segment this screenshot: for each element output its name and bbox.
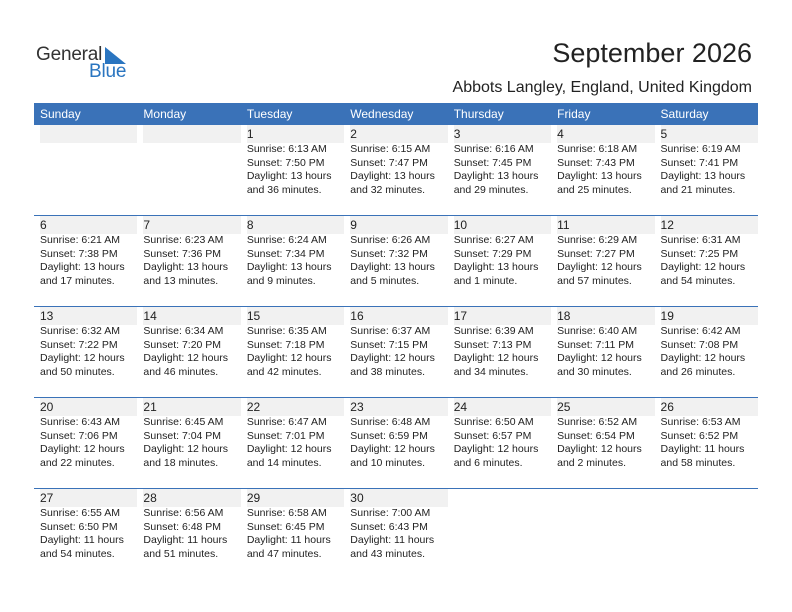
day-sunrise-text: Sunrise: 6:13 AM: [246, 143, 327, 155]
day-daylight-text: Daylight: 13 hours: [660, 170, 746, 183]
day-minutes-text: and 10 minutes.: [350, 456, 425, 469]
day-number: 7: [143, 216, 240, 234]
day-minutes-text: and 34 minutes.: [453, 365, 529, 378]
day-number: 23: [350, 398, 447, 416]
calendar-day-cell: [655, 125, 758, 215]
day-sun-info: [40, 416, 137, 470]
day-sun-info: [454, 143, 551, 197]
day-sunrise-text: Sunrise: 6:42 AM: [660, 325, 741, 337]
page-title: September 2026: [552, 38, 752, 68]
weekday-header: [34, 103, 758, 125]
logo-text-blue: Blue: [89, 61, 127, 82]
location-subtitle: Abbots Langley, England, United Kingdom: [452, 79, 752, 96]
calendar-day-cell: [655, 216, 758, 306]
day-sun-info: [40, 507, 137, 561]
day-sunrise-text: Sunrise: 6:21 AM: [40, 234, 120, 246]
day-daylight-text: Daylight: 13 hours: [453, 170, 539, 183]
calendar-day-cell: [241, 216, 344, 306]
day-number: 4: [557, 125, 654, 143]
day-sunset-text: Sunset: 7:20 PM: [143, 338, 222, 351]
day-minutes-text: and 9 minutes.: [246, 274, 316, 287]
day-minutes-text: and 2 minutes.: [557, 456, 626, 469]
calendar-empty-cell: [655, 489, 758, 579]
day-daylight-text: Daylight: 12 hours: [40, 352, 125, 365]
day-sunrise-text: Sunrise: 6:43 AM: [40, 416, 120, 428]
day-daylight-text: Daylight: 12 hours: [557, 443, 642, 456]
day-daylight-text: Daylight: 12 hours: [453, 352, 539, 365]
weekday-wednesday: Wednesday: [350, 107, 414, 121]
day-daylight-text: Daylight: 12 hours: [660, 261, 746, 274]
day-sunset-text: Sunset: 7:06 PM: [40, 429, 118, 442]
weekday-thursday: Thursday: [453, 107, 504, 121]
day-sun-info: [143, 234, 240, 288]
calendar-day-cell: [448, 216, 551, 306]
calendar-day-cell: [551, 398, 654, 488]
day-sun-info: [40, 234, 137, 288]
day-number: 26: [661, 398, 758, 416]
day-minutes-text: and 21 minutes.: [660, 183, 736, 196]
calendar-empty-cell: [448, 489, 551, 579]
day-daylight-text: Daylight: 13 hours: [40, 261, 125, 274]
day-sun-info: [247, 325, 344, 379]
day-minutes-text: and 57 minutes.: [557, 274, 632, 287]
day-daylight-text: Daylight: 11 hours: [40, 534, 124, 547]
calendar-day-cell: [137, 489, 240, 579]
day-sunset-text: Sunset: 7:43 PM: [557, 156, 635, 169]
day-minutes-text: and 51 minutes.: [143, 547, 219, 560]
day-sun-info: [661, 416, 758, 470]
day-sun-info: [247, 416, 344, 470]
day-number: 21: [143, 398, 240, 416]
logo-text-general: General: [36, 44, 103, 65]
day-number: [557, 489, 654, 507]
day-number: 25: [557, 398, 654, 416]
day-daylight-text: Daylight: 11 hours: [350, 534, 435, 547]
day-daylight-text: Daylight: 13 hours: [143, 261, 229, 274]
calendar-day-cell: [448, 125, 551, 215]
day-number: 20: [40, 398, 137, 416]
day-daylight-text: Daylight: 13 hours: [350, 261, 435, 274]
calendar-week-row: [34, 488, 758, 579]
day-number: [40, 125, 137, 143]
calendar-day-cell: [655, 307, 758, 397]
day-daylight-text: Daylight: 11 hours: [246, 534, 331, 547]
day-minutes-text: and 42 minutes.: [246, 365, 322, 378]
weekday-sunday: Sunday: [40, 107, 81, 121]
day-minutes-text: and 13 minutes.: [143, 274, 219, 287]
day-number: 3: [454, 125, 551, 143]
day-sun-info: [350, 325, 447, 379]
day-sun-info: [557, 416, 654, 470]
day-number: 12: [661, 216, 758, 234]
day-minutes-text: and 47 minutes.: [246, 547, 322, 560]
calendar-grid: [34, 103, 758, 579]
day-sun-info: [557, 143, 654, 197]
day-number: 5: [661, 125, 758, 143]
calendar-day-cell: [241, 398, 344, 488]
calendar-day-cell: [551, 307, 654, 397]
day-sunrise-text: Sunrise: 6:52 AM: [557, 416, 638, 428]
day-daylight-text: Daylight: 13 hours: [350, 170, 435, 183]
day-sunset-text: Sunset: 7:45 PM: [453, 156, 532, 169]
day-sunrise-text: Sunrise: 6:58 AM: [246, 507, 327, 519]
day-number: [454, 489, 551, 507]
day-number: 16: [350, 307, 447, 325]
calendar-day-cell: [34, 216, 137, 306]
day-sun-info: [661, 325, 758, 379]
calendar-day-cell: [344, 125, 447, 215]
day-number: 15: [247, 307, 344, 325]
day-minutes-text: and 26 minutes.: [660, 365, 736, 378]
day-minutes-text: and 50 minutes.: [40, 365, 115, 378]
day-sun-info: [143, 325, 240, 379]
day-sun-info: [40, 325, 137, 379]
day-number: [143, 125, 240, 143]
day-sunset-text: Sunset: 7:08 PM: [660, 338, 739, 351]
day-daylight-text: Daylight: 12 hours: [557, 352, 642, 365]
day-daylight-text: Daylight: 12 hours: [453, 443, 539, 456]
calendar-day-cell: [241, 125, 344, 215]
day-sunset-text: Sunset: 6:43 PM: [350, 520, 428, 533]
calendar-day-cell: [551, 125, 654, 215]
day-sunset-text: Sunset: 7:32 PM: [350, 247, 428, 260]
calendar-day-cell: [34, 489, 137, 579]
calendar-weeks: [34, 125, 758, 579]
day-number: 1: [247, 125, 344, 143]
day-daylight-text: Daylight: 12 hours: [246, 352, 332, 365]
day-number: 24: [454, 398, 551, 416]
calendar-day-cell: [655, 398, 758, 488]
day-sunrise-text: Sunrise: 6:53 AM: [660, 416, 741, 428]
calendar-day-cell: [344, 398, 447, 488]
day-minutes-text: and 54 minutes.: [40, 547, 115, 560]
calendar-empty-cell: [137, 125, 240, 215]
day-sun-info: [350, 416, 447, 470]
day-number: 29: [247, 489, 344, 507]
day-sunset-text: Sunset: 6:54 PM: [557, 429, 635, 442]
calendar-day-cell: [34, 398, 137, 488]
day-sunrise-text: Sunrise: 6:29 AM: [557, 234, 638, 246]
day-sunrise-text: Sunrise: 6:23 AM: [143, 234, 224, 246]
day-sunrise-text: Sunrise: 6:34 AM: [143, 325, 224, 337]
day-minutes-text: and 54 minutes.: [660, 274, 736, 287]
day-sunset-text: Sunset: 7:29 PM: [453, 247, 532, 260]
day-sunrise-text: Sunrise: 7:00 AM: [350, 507, 431, 519]
day-sunrise-text: Sunrise: 6:47 AM: [246, 416, 327, 428]
day-sunrise-text: Sunrise: 6:39 AM: [453, 325, 534, 337]
calendar-day-cell: [241, 489, 344, 579]
day-minutes-text: and 46 minutes.: [143, 365, 219, 378]
day-sunset-text: Sunset: 6:52 PM: [660, 429, 739, 442]
day-daylight-text: Daylight: 11 hours: [660, 443, 745, 456]
day-sun-info: [350, 143, 447, 197]
calendar-week-row: [34, 215, 758, 306]
day-daylight-text: Daylight: 13 hours: [246, 261, 332, 274]
day-number: 19: [661, 307, 758, 325]
calendar-week-row: [34, 125, 758, 215]
day-sun-info: [247, 507, 344, 561]
day-sunset-text: Sunset: 7:01 PM: [246, 429, 325, 442]
day-minutes-text: and 17 minutes.: [40, 274, 115, 287]
day-sunset-text: Sunset: 6:45 PM: [246, 520, 325, 533]
day-daylight-text: Daylight: 12 hours: [40, 443, 125, 456]
day-number: 2: [350, 125, 447, 143]
day-sunset-text: Sunset: 7:47 PM: [350, 156, 428, 169]
day-sunrise-text: Sunrise: 6:16 AM: [453, 143, 534, 155]
day-number: 17: [454, 307, 551, 325]
calendar-empty-cell: [34, 125, 137, 215]
day-sunrise-text: Sunrise: 6:18 AM: [557, 143, 638, 155]
day-sun-info: [350, 234, 447, 288]
calendar-empty-cell: [551, 489, 654, 579]
day-number: 11: [557, 216, 654, 234]
day-sunset-text: Sunset: 7:41 PM: [660, 156, 739, 169]
day-sunrise-text: Sunrise: 6:55 AM: [40, 507, 120, 519]
day-sunrise-text: Sunrise: 6:27 AM: [453, 234, 534, 246]
calendar-day-cell: [344, 489, 447, 579]
day-sun-info: [350, 507, 447, 561]
day-minutes-text: and 6 minutes.: [453, 456, 523, 469]
day-minutes-text: and 38 minutes.: [350, 365, 425, 378]
day-minutes-text: and 14 minutes.: [246, 456, 322, 469]
day-sunrise-text: Sunrise: 6:26 AM: [350, 234, 431, 246]
day-sunrise-text: Sunrise: 6:19 AM: [660, 143, 741, 155]
day-sun-info: [661, 234, 758, 288]
day-sunset-text: Sunset: 7:22 PM: [40, 338, 118, 351]
calendar-week-row: [34, 306, 758, 397]
day-sunrise-text: Sunrise: 6:35 AM: [246, 325, 327, 337]
weekday-monday: Monday: [143, 107, 187, 121]
day-minutes-text: and 5 minutes.: [350, 274, 420, 287]
day-minutes-text: and 18 minutes.: [143, 456, 219, 469]
day-number: [661, 489, 758, 507]
day-daylight-text: Daylight: 12 hours: [143, 352, 229, 365]
day-sunset-text: Sunset: 7:15 PM: [350, 338, 428, 351]
day-sunset-text: Sunset: 7:36 PM: [143, 247, 222, 260]
day-sunset-text: Sunset: 7:38 PM: [40, 247, 118, 260]
day-sun-info: [247, 234, 344, 288]
day-number: 22: [247, 398, 344, 416]
day-number: 8: [247, 216, 344, 234]
day-number: 30: [350, 489, 447, 507]
day-sun-info: [247, 143, 344, 197]
day-daylight-text: Daylight: 12 hours: [350, 443, 435, 456]
day-sunrise-text: Sunrise: 6:50 AM: [453, 416, 534, 428]
day-daylight-text: Daylight: 13 hours: [557, 170, 642, 183]
calendar-day-cell: [137, 398, 240, 488]
day-number: 10: [454, 216, 551, 234]
day-sunset-text: Sunset: 7:50 PM: [246, 156, 325, 169]
calendar-day-cell: [241, 307, 344, 397]
day-minutes-text: and 1 minute.: [453, 274, 518, 287]
day-minutes-text: and 58 minutes.: [660, 456, 736, 469]
day-daylight-text: Daylight: 11 hours: [143, 534, 228, 547]
day-sunrise-text: Sunrise: 6:56 AM: [143, 507, 224, 519]
calendar-day-cell: [448, 398, 551, 488]
weekday-saturday: Saturday: [660, 107, 709, 121]
day-minutes-text: and 29 minutes.: [453, 183, 529, 196]
day-sunset-text: Sunset: 7:34 PM: [246, 247, 325, 260]
day-sunset-text: Sunset: 7:04 PM: [143, 429, 222, 442]
day-sun-info: [557, 234, 654, 288]
day-daylight-text: Daylight: 12 hours: [557, 261, 642, 274]
day-minutes-text: and 30 minutes.: [557, 365, 632, 378]
day-sun-info: [557, 325, 654, 379]
day-minutes-text: and 36 minutes.: [246, 183, 322, 196]
day-sunset-text: Sunset: 7:18 PM: [246, 338, 325, 351]
day-sunrise-text: Sunrise: 6:45 AM: [143, 416, 224, 428]
calendar-day-cell: [137, 216, 240, 306]
calendar-day-cell: [344, 216, 447, 306]
calendar-day-cell: [137, 307, 240, 397]
weekday-friday: Friday: [557, 107, 591, 121]
day-sun-info: [454, 234, 551, 288]
day-number: 6: [40, 216, 137, 234]
day-sunset-text: Sunset: 7:13 PM: [453, 338, 532, 351]
day-sunrise-text: Sunrise: 6:15 AM: [350, 143, 431, 155]
day-number: 9: [350, 216, 447, 234]
day-sun-info: [143, 416, 240, 470]
day-minutes-text: and 22 minutes.: [40, 456, 115, 469]
day-sunset-text: Sunset: 6:57 PM: [453, 429, 532, 442]
calendar-day-cell: [551, 216, 654, 306]
day-daylight-text: Daylight: 12 hours: [246, 443, 332, 456]
day-daylight-text: Daylight: 12 hours: [660, 352, 746, 365]
day-sun-info: [454, 325, 551, 379]
calendar-day-cell: [34, 307, 137, 397]
day-sunset-text: Sunset: 7:25 PM: [660, 247, 739, 260]
day-daylight-text: Daylight: 13 hours: [453, 261, 539, 274]
day-sunrise-text: Sunrise: 6:48 AM: [350, 416, 431, 428]
day-minutes-text: and 32 minutes.: [350, 183, 425, 196]
day-number: 28: [143, 489, 240, 507]
day-daylight-text: Daylight: 12 hours: [143, 443, 229, 456]
day-sunset-text: Sunset: 6:50 PM: [40, 520, 118, 533]
calendar-day-cell: [448, 307, 551, 397]
day-sunrise-text: Sunrise: 6:31 AM: [660, 234, 741, 246]
day-number: 27: [40, 489, 137, 507]
calendar-day-cell: [344, 307, 447, 397]
day-daylight-text: Daylight: 13 hours: [246, 170, 332, 183]
generalblue-logo: [36, 42, 136, 82]
day-daylight-text: Daylight: 12 hours: [350, 352, 435, 365]
day-minutes-text: and 25 minutes.: [557, 183, 632, 196]
day-sunrise-text: Sunrise: 6:37 AM: [350, 325, 431, 337]
day-minutes-text: and 43 minutes.: [350, 547, 425, 560]
day-number: 13: [40, 307, 137, 325]
day-sun-info: [661, 143, 758, 197]
day-sunrise-text: Sunrise: 6:32 AM: [40, 325, 120, 337]
day-sunrise-text: Sunrise: 6:40 AM: [557, 325, 638, 337]
day-number: 14: [143, 307, 240, 325]
weekday-tuesday: Tuesday: [246, 107, 293, 121]
day-number: 18: [557, 307, 654, 325]
day-sun-info: [143, 507, 240, 561]
day-sunset-text: Sunset: 6:48 PM: [143, 520, 222, 533]
calendar-week-row: [34, 397, 758, 488]
day-sunset-text: Sunset: 6:59 PM: [350, 429, 428, 442]
day-sunset-text: Sunset: 7:11 PM: [557, 338, 634, 351]
day-sun-info: [454, 416, 551, 470]
day-sunset-text: Sunset: 7:27 PM: [557, 247, 635, 260]
day-sunrise-text: Sunrise: 6:24 AM: [246, 234, 327, 246]
